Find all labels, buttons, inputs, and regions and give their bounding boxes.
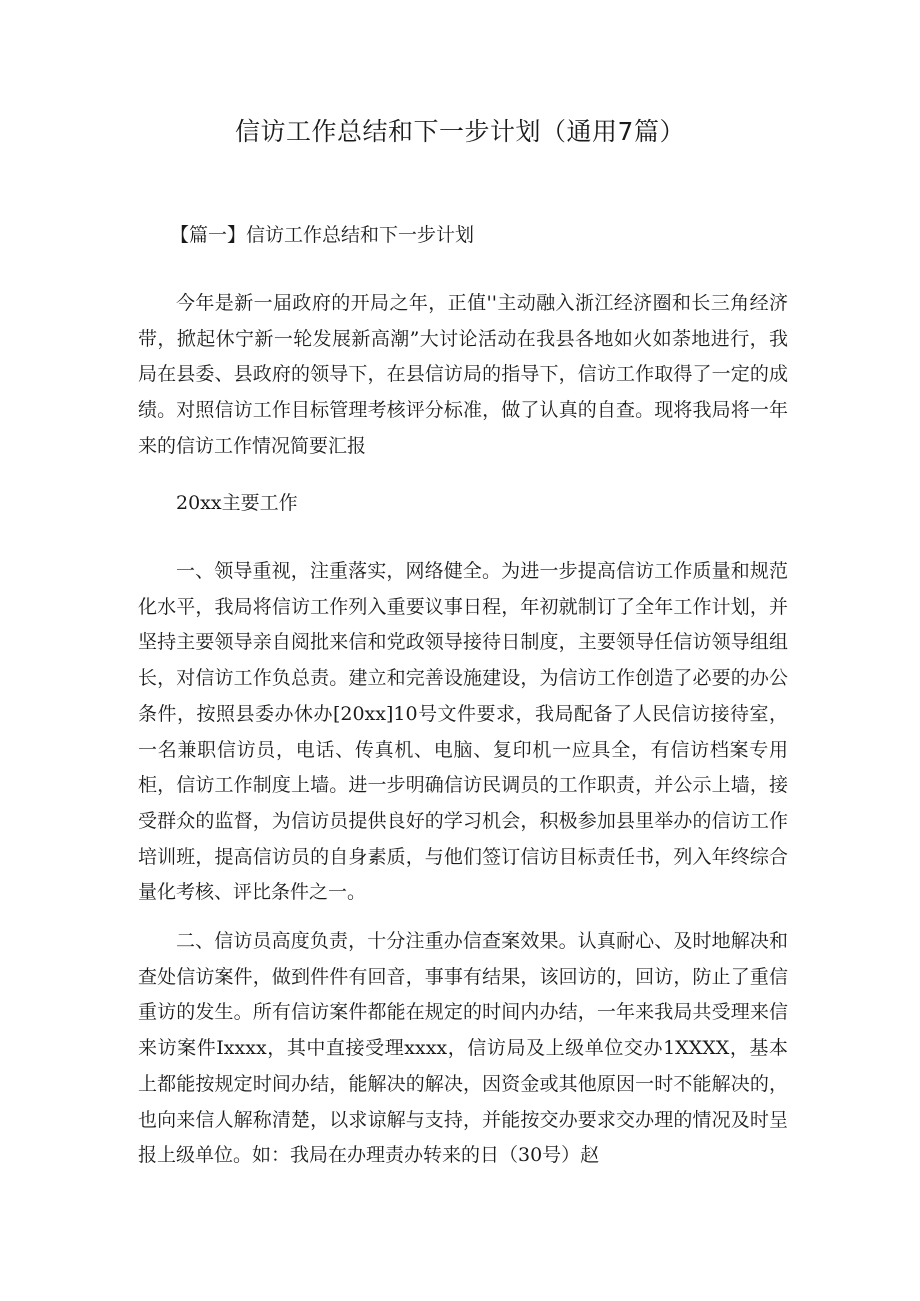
paragraph-point-two: 二、信访员高度负责，十分注重办信查案效果。认真耐心、及时地解决和查处信访案件，做到件件有回音，事事有结果，该回访的，回访，防止了重信重访的发生。所有信访案件都能在规定的时间内办结，一年来我局共受理来信来访案件Ixxxx，其中直接受理xxxx，信访局及上级单位交办1XXXX，基本上都能按规定时间办结，能解决的解决，因资金或其他原因一时不能解决的，也向来信人解称清楚，以求谅解与支持，并能按交办要求交办理的情况及时呈报上级单位。如：我局在办理责办转来的日（30号）赵 [138, 930, 788, 1167]
intro-paragraph: 今年是新一届政府的开局之年，正值''主动融入浙江经济圈和长三角经济带，掀起休宁新一轮发展新高潮”大讨论活动在我县各地如火如荼地进行，我局在县委、县政府的领导下，在县信访局的指导下，信访工作取得了一定的成绩。对照信访工作目标管理考核评分标准，做了认真的自查。现将我局将一年来的信访工作情况简要汇报 [138, 292, 788, 457]
paragraph-point-one: 一、领导重视，注重落实，网络健全。为进一步提高信访工作质量和规范化水平，我局将信访工作列入重要议事日程，年初就制订了全年工作计划，并坚持主要领导亲自阅批来信和党政领导接待日制度，主要领导任信访领导组组长，对信访工作负总责。建立和完善设施建设，为信访工作创造了必要的办公条件，按照县委办休办[20xx]10号文件要求，我局配备了人民信访接待室，一名兼职信访员，电话、传真机、电脑、复印机一应具全，有信访档案专用柜，信访工作制度上墙。进一步明确信访民调员的工作职责，并公示上墙，接受群众的监督，为信访员提供良好的学习机会，积极参加县里举办的信访工作培训班，提高信访员的自身素质，与他们签订信访目标责任书，列入年终综合量化考核、评比条件之一。 [138, 560, 788, 904]
sub-heading: 20xx主要工作 [176, 492, 298, 514]
section-heading: 【篇一】信访工作总结和下一步计划 [170, 224, 475, 246]
document-title: 信访工作总结和下一步计划（通用7篇） [235, 117, 685, 146]
